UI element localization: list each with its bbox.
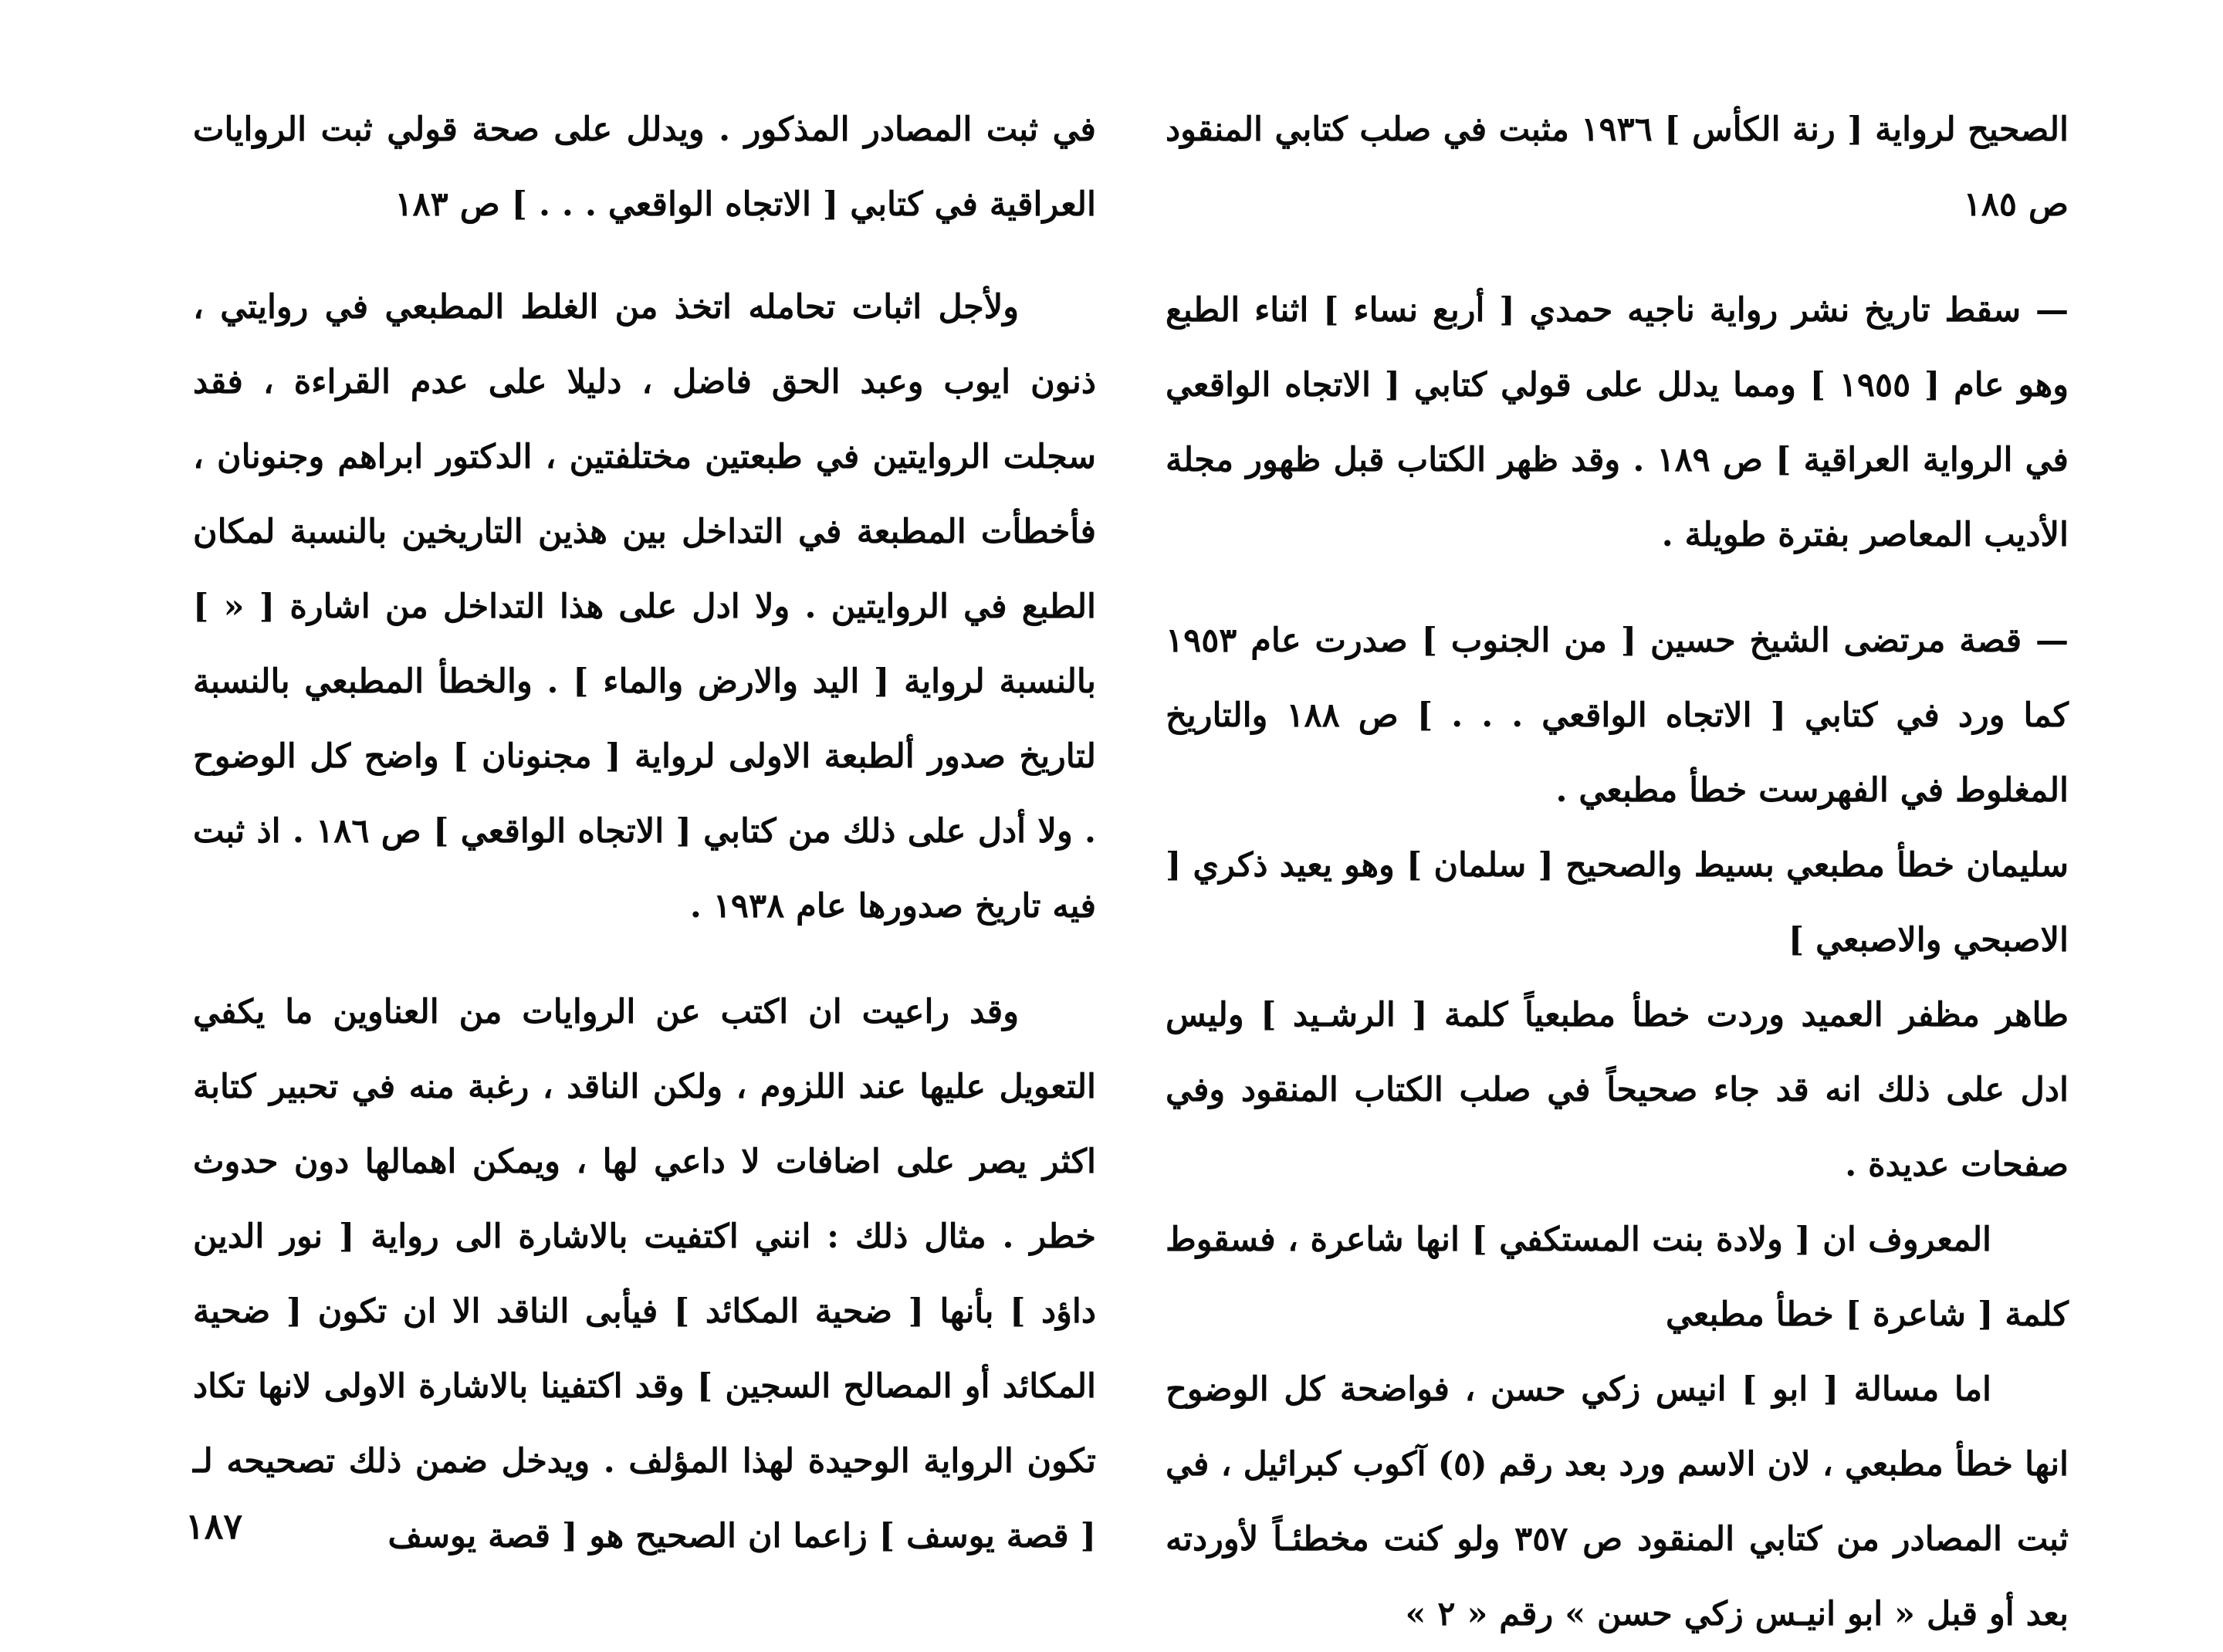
paragraph: — سقط تاريخ نشر رواية ناجيه حمدي [ أربع نساء ] اثناء الطبع وهو عام [ ١٩٥٥ ] ومما يدلل على قولي كتابي [ الاتجاه الواقعي في الرواية العراقية ] ص ١٨٩ . وقد ظهر الكتاب قبل ظهور مجلة الأديب المعاصر بفترة طويلة . [1166, 291, 2069, 554]
paragraph: اما مسالة [ ابو ] انيس زكي حسن ، فواضحة كل الوضوح انها خطأ مطبعي ، لان الاسم ورد بعد رقم (٥) آكوب كبرائيل ، في ثبت المصادر من كتابي المنقود ص ٣٥٧ ولو كنت مخطئـاً لأوردته بعد أو قبل « ابو انيـس زكي حسن » رقم « ٢ » [1166, 1370, 2069, 1633]
paragraph: المعروف ان [ ولادة بنت المستكفي ] انها شاعرة ، فسقوط كلمة [ شاعرة ] خطأ مطبعي [1166, 1220, 2069, 1334]
left-column [193, 93, 1096, 1574]
paragraph: ولأجل اثبات تحامله اتخذ من الغلط المطبعي في روايتي ، ذنون ايوب وعبد الحق فاضل ، دليلا على عدم القراءة ، فقد سجلت الروايتين في طبعتين مختلفتين ، الدكتور ابراهم وجنونان ، فأخطأت المطبعة في التداخل بين هذين التاريخين بالنسبة لمكان الطبع في الروايتين . ولا ادل على هذا التداخل من اشارة [ « ] بالنسبة لرواية [ اليد والارض والماء ] . والخطأ المطبعي بالنسبة لتاريخ صدور ألطبعة الاولى لرواية [ مجنونان ] واضح كل الوضوح . ولا أدل على ذلك من كتابي [ الاتجاه الواقعي ] ص ١٨٦ . اذ ثبت فيه تاريخ صدورها عام ١٩٣٨ . [193, 288, 1096, 926]
paragraph: وقد راعيت ان اكتب عن الروايات من العناوين ما يكفي التعويل عليها عند اللزوم ، ولكن الناقد ، رغبة منه في تحبير كتابة اكثر يصر على اضافات لا داعي لها ، ويمكن اهمالها دون حدوث خطر . مثال ذلك : انني اكتفيت بالاشارة الى رواية [ نور الدين داؤد ] بأنها [ ضحية المكائد ] فيأبى الناقد الا ان تكون [ ضحية المكائد أو المصالح السجين ] وقد اكتفينا بالاشارة الاولى لانها تكاد تكون الرواية الوحيدة لهذا المؤلف . ويدخل ضمن ذلك تصحيحه لـ [ قصة يوسف ] زاعما ان الصحيح هو [ قصة يوسف [193, 993, 1096, 1556]
right-column [1166, 93, 2069, 1652]
paragraph: سليمان خطأ مطبعي بسيط والصحيح [ سلمان ] وهو يعيد ذكري [ الاصبحي والاصبعي ] [1166, 846, 2069, 960]
paragraph: الصحيح لرواية [ رنة الكأس ] ١٩٣٦ مثبت في صلب كتابي المنقود ص ١٨٥ [1166, 110, 2069, 224]
paragraph: في ثبت المصادر المذكور . ويدلل على صحة قولي ثبت الروايات العراقية في كتابي [ الاتجاه الواقعي . . . ] ص ١٨٣ [193, 110, 1096, 224]
page-number: ١٨٧ [185, 1505, 243, 1547]
paragraph: طاهر مظفر العميد وردت خطأ مطبعياً كلمة [ الرشـيد ] وليس ادل على ذلك انه قد جاء صحيحاً في صلب الكتاب المنقود وفي صفحات عديدة . [1166, 996, 2069, 1184]
paragraph: — قصة مرتضى الشيخ حسين [ من الجنوب ] صدرت عام ١٩٥٣ كما ورد في كتابي [ الاتجاه الواقعي . . . ] ص ١٨٨ والتاريخ المغلوط في الفهرست خطأ مطبعي . [1166, 621, 2069, 810]
